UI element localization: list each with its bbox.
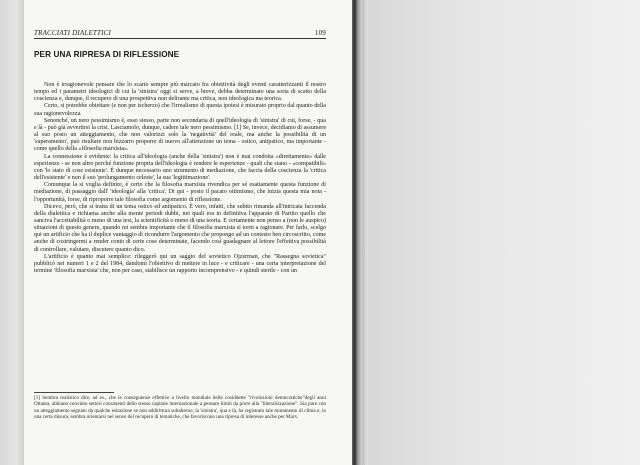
footnote-marker: [1] [34,395,40,401]
footnote-text: Sembra realistico dire, ad es., che le conseguenze effettive a livello mondiale delle cosiddette "rivoluzioni democratiche"degli anni Ottanta, abbiano convinto settori consistenti dello stesso capitale internazionale a pensare limiti da porre alla "liberalizzazione". Sia pure con un atteggiamento segnato da qualche esitazione se non addirittura subalterno, la 'sinistra', qua e là, ha registrato tale mutamento di clima e, in una certa misura, sembra orientarsi nel senso del recupero di tematiche, che favoriscono una ripresa di interesse anche per Marx. [34,395,326,421]
footnote [34,395,326,420]
paragraph: Comunque la si voglia definire, è certo che la filosofia marxista rivendica per sé esattamente questa funzione di mediazione, di passaggio dall' 'ideologia' alla 'critica'. Di qui - posto il pacato ottimismo, che inizia questa mia nota - l'opportunità, forse, di riproporre tale filosofia come argomento di riflessione. [34,182,326,203]
paragraph: L'artificio è quanto mai semplice: rileggerò qui un saggio del sovietico Ojzerman, che "Rassegna sovietica" pubblicò nei numeri 1 e 2 del 1984, dandomi l'obiettivo di mettere in luce - e criticare - una certa interpretazione del termine 'filosofia marxista' che, non per caso, stabilisce un rapporto incomprensivo - e quindi sterile - con un [34,253,326,275]
paragraph: La connessione è evidente: la critica all'ideologia (anche della 'sinistra') non è mai condotta «direttamente» dalle esperienze - se non altro perché funzione propria dell'ideologia è rendere le esperienze - quali che siano - «compatibili» con 'lo stato di cose esistente'. È dunque necessario uno strumento di mediazione, che faccia della coscienza la 'critica dell'esistente' e non il suo 'prolungamento celeste', la sua 'legittimazione'. [34,153,326,182]
running-title: TRACCIATI DIALETTICI [34,29,112,37]
scan-left-margin [0,0,24,465]
article-title: PER UNA RIPRESA DI RIFLESSIONE [34,50,180,59]
paragraph: Dicevo, però, che si tratta di un tema ostico ed antipatico. È vero, infatti, che subito rimanda all'intricata faccenda della dialettica e richiama anche alla mente periodi dubbi, nei quali era in definitiva l'apparato di Partito quello che sanciva l'accettabilità o meno di una tesi, la scientificità o meno di una teoria. E certamente non penso a (non le auspico) situazioni di questo genere, quando mi sembra importante che il filosofia marxista si torni a ragionare. Per farlo, scelgo qui un artificio che ha il duplice vantaggio di ricondurre l'argomento che propongo ad un contesto ben circoscritto, come anche di costringermi a render conto di certe cose determinate, facendo così guadagnare al lettore l'effettiva possibilità di controllare, valutare, discutere quanto dico. [34,203,326,253]
article-body [34,82,326,275]
page-gutter-shadow [352,0,362,465]
page-number: 109 [314,29,326,37]
footnote-divider [34,392,114,393]
scan-background [368,0,640,465]
paragraph: Senonché, un nero pessimismo è, esso stesso, parte non secondaria di quell'ideologia di 'sinistra' di cui, forse, - qua e là - può già avvertirsi la crisi. Lasciamolo, dunque, cadere tale nero pessimismo. [1] Se, invece, decidiamo di assumere al suo posto un atteggiamento, che non valorizzi solo la 'negatività' del reale, ma anche la possibilità di un 'superamento', può risultare non bizzarro proporre di nuovo all'attenzione un tema - ostico, antipatico, ma importante - come quello della «filosofia marxista». [34,117,326,153]
running-header [34,24,326,39]
paragraph: Non è irragionevole pensare che lo scarto sempre più marcato fra obiettività degli eventi caratterizzanti il nostro tempo ed i parametri ideologici di cui la 'sinistra' oggi si serve, a breve, debba determinare una sorta di scatto della coscienza e, dunque, il recupero di una prospettiva non delirante ma critica, non ideologica ma teorica. [34,82,326,103]
paragraph: Certo, si potrebbe obiettare (e non per ischerzo) che l'irrealismo di questa ipotesi è misurato proprio dal quanto della sua ragionevolezza. [34,103,326,117]
